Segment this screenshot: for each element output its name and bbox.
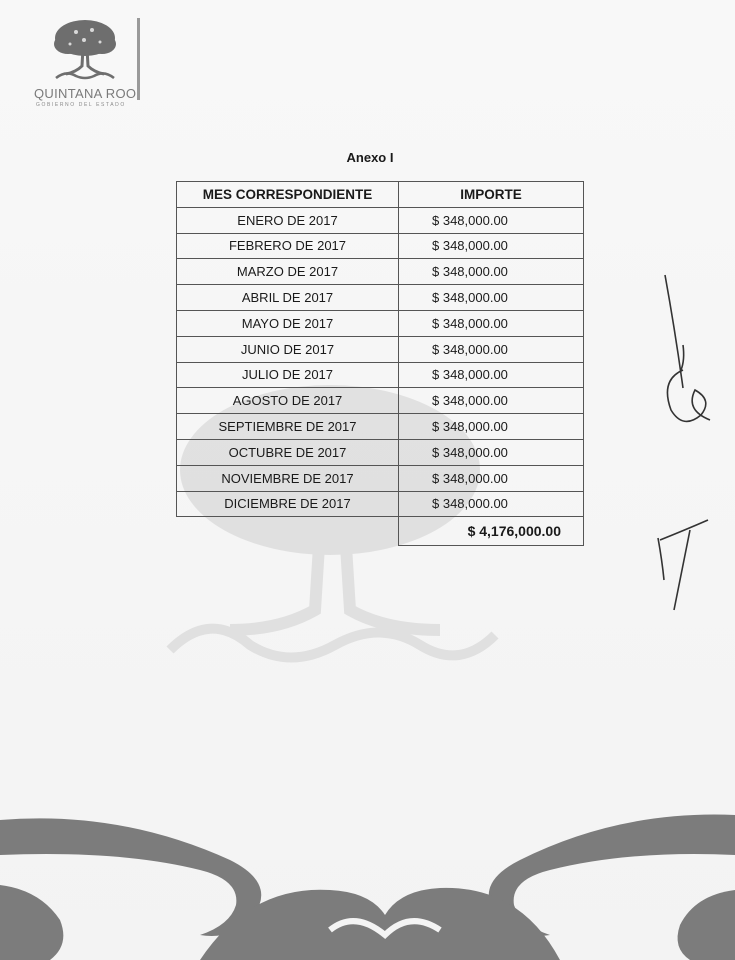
table-row <box>177 439 584 465</box>
logo-subtitle: GOBIERNO DEL ESTADO <box>36 102 126 108</box>
importe-cell: $ 348,000.00 <box>399 259 584 285</box>
table-row <box>177 414 584 440</box>
mes-cell: OCTUBRE DE 2017 <box>177 439 399 465</box>
mes-cell: NOVIEMBRE DE 2017 <box>177 465 399 491</box>
mes-cell: JULIO DE 2017 <box>177 362 399 388</box>
mes-cell: MARZO DE 2017 <box>177 259 399 285</box>
importe-cell: $ 348,000.00 <box>399 414 584 440</box>
header-mes: MES CORRESPONDIENTE <box>177 182 399 208</box>
importe-cell: $ 348,000.00 <box>399 285 584 311</box>
page-title: Anexo I <box>346 150 394 165</box>
signature-initials-top <box>655 270 725 450</box>
mes-cell: FEBRERO DE 2017 <box>177 233 399 259</box>
importe-cell: $ 348,000.00 <box>399 362 584 388</box>
mes-cell: ABRIL DE 2017 <box>177 285 399 311</box>
importe-cell: $ 348,000.00 <box>399 465 584 491</box>
mes-cell: DICIEMBRE DE 2017 <box>177 491 399 517</box>
tree-logo-icon <box>46 18 124 84</box>
table-row <box>177 285 584 311</box>
table-row <box>177 259 584 285</box>
importe-cell: $ 348,000.00 <box>399 310 584 336</box>
quintana-roo-logo <box>30 18 145 108</box>
logo-divider <box>137 18 140 100</box>
logo-name: QUINTANA ROO <box>34 86 137 101</box>
bottom-ornament <box>0 800 735 960</box>
table-row <box>177 491 584 517</box>
mes-cell: AGOSTO DE 2017 <box>177 388 399 414</box>
table-row <box>177 207 584 233</box>
mes-cell: MAYO DE 2017 <box>177 310 399 336</box>
mes-cell: SEPTIEMBRE DE 2017 <box>177 414 399 440</box>
importe-cell: $ 348,000.00 <box>399 388 584 414</box>
mes-cell: JUNIO DE 2017 <box>177 336 399 362</box>
importe-cell: $ 348,000.00 <box>399 491 584 517</box>
mes-cell: ENERO DE 2017 <box>177 207 399 233</box>
table-row <box>177 233 584 259</box>
total-amount: $ 4,176,000.00 <box>399 517 584 546</box>
total-empty-cell <box>177 517 399 546</box>
table-header-row <box>177 182 584 208</box>
table-row <box>177 310 584 336</box>
signature-initials-bottom <box>650 510 720 620</box>
header-importe: IMPORTE <box>399 182 584 208</box>
table-row <box>177 388 584 414</box>
importe-cell: $ 348,000.00 <box>399 233 584 259</box>
importe-cell: $ 348,000.00 <box>399 336 584 362</box>
total-row <box>177 517 584 546</box>
payments-table <box>176 181 584 546</box>
table-row <box>177 465 584 491</box>
importe-cell: $ 348,000.00 <box>399 439 584 465</box>
importe-cell: $ 348,000.00 <box>399 207 584 233</box>
table-row <box>177 336 584 362</box>
table-row <box>177 362 584 388</box>
